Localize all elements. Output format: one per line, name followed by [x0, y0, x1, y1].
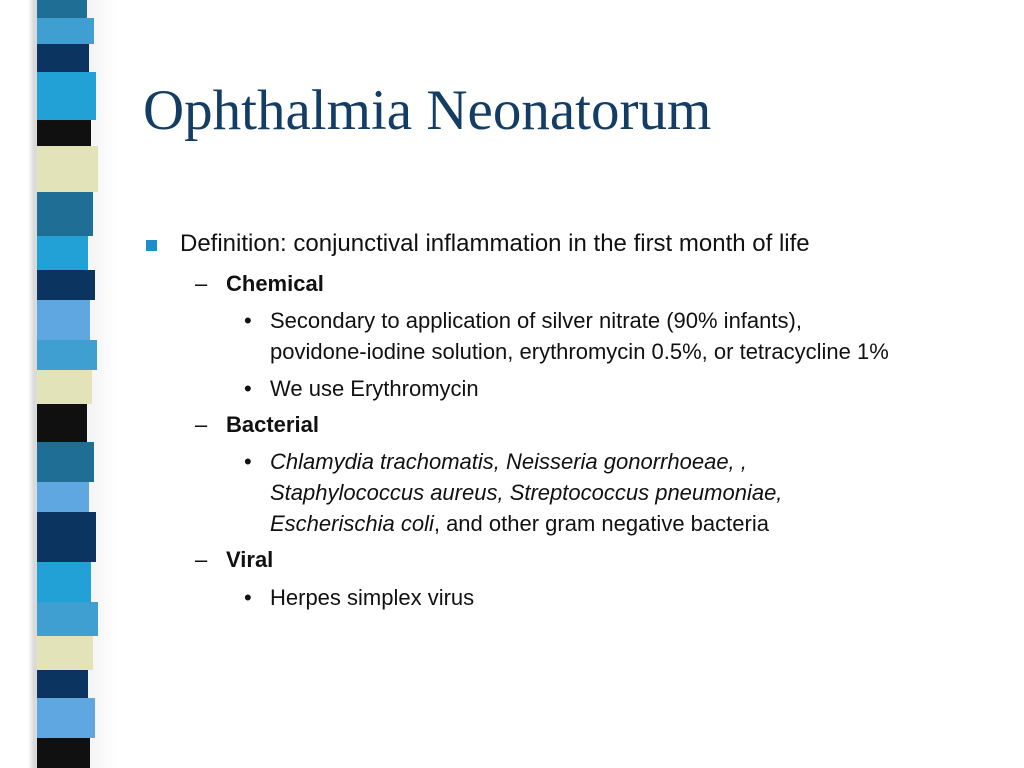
- chemical-bullet-2: We use Erythromycin: [270, 376, 479, 401]
- strip-block: [37, 18, 94, 44]
- strip-block: [37, 340, 97, 370]
- strip-block: [37, 698, 95, 738]
- bacteria-names-2: Staphylococcus aureus, Streptococcus pneumoniae,: [270, 480, 783, 505]
- strip-block: [37, 300, 90, 340]
- dash-bullet-icon: –: [195, 547, 208, 572]
- bacteria-names-3: Escherischia coli: [270, 511, 434, 536]
- bacterial-bullet-line-1: [270, 449, 747, 475]
- bacteria-tail-text: , and other gram negative bacteria: [433, 511, 769, 536]
- decorative-strip: [0, 0, 120, 768]
- strip-block: [37, 442, 94, 482]
- dot-bullet-icon: •: [244, 449, 252, 474]
- strip-block: [37, 192, 93, 236]
- chemical-bullet-1-line-2: povidone-iodine solution, erythromycin 0.5%, or tetracycline 1%: [270, 339, 889, 364]
- dot-bullet-icon: •: [244, 308, 252, 333]
- bacterial-bullet-line-3: [270, 511, 769, 537]
- strip-block: [37, 236, 88, 270]
- dot-bullet-icon: •: [244, 585, 252, 610]
- strip-block: [37, 636, 93, 670]
- strip-block: [37, 404, 87, 442]
- slide-title: Ophthalmia Neonatorum: [143, 79, 712, 142]
- section-heading-bacterial: Bacterial: [226, 412, 319, 437]
- strip-block: [37, 44, 89, 72]
- strip-block: [37, 146, 98, 192]
- strip-block: [37, 370, 92, 404]
- chemical-bullet-1-line-1: Secondary to application of silver nitrate (90% infants),: [270, 308, 802, 333]
- strip-block: [37, 562, 91, 602]
- bacteria-names-1: Chlamydia trachomatis, Neisseria gonorrhoeae, ,: [270, 449, 747, 474]
- dash-bullet-icon: –: [195, 271, 208, 296]
- dash-bullet-icon: –: [195, 412, 208, 437]
- definition-text: Definition: conjunctival inflammation in the first month of life: [180, 230, 810, 257]
- strip-block: [37, 512, 96, 562]
- bacterial-bullet-line-2: [270, 480, 782, 506]
- strip-block: [37, 72, 96, 120]
- strip-block: [37, 738, 90, 768]
- strip-block: [37, 0, 87, 18]
- viral-bullet-1: Herpes simplex virus: [270, 585, 475, 610]
- square-bullet-icon: [146, 240, 157, 251]
- strip-block: [37, 602, 98, 636]
- strip-block: [37, 670, 88, 698]
- section-heading-viral: Viral: [226, 547, 274, 572]
- strip-block: [37, 482, 89, 512]
- strip-block: [37, 120, 91, 146]
- strip-band: [37, 0, 99, 768]
- strip-block: [37, 270, 95, 300]
- dot-bullet-icon: •: [244, 376, 252, 401]
- section-heading-chemical: Chemical: [226, 271, 324, 296]
